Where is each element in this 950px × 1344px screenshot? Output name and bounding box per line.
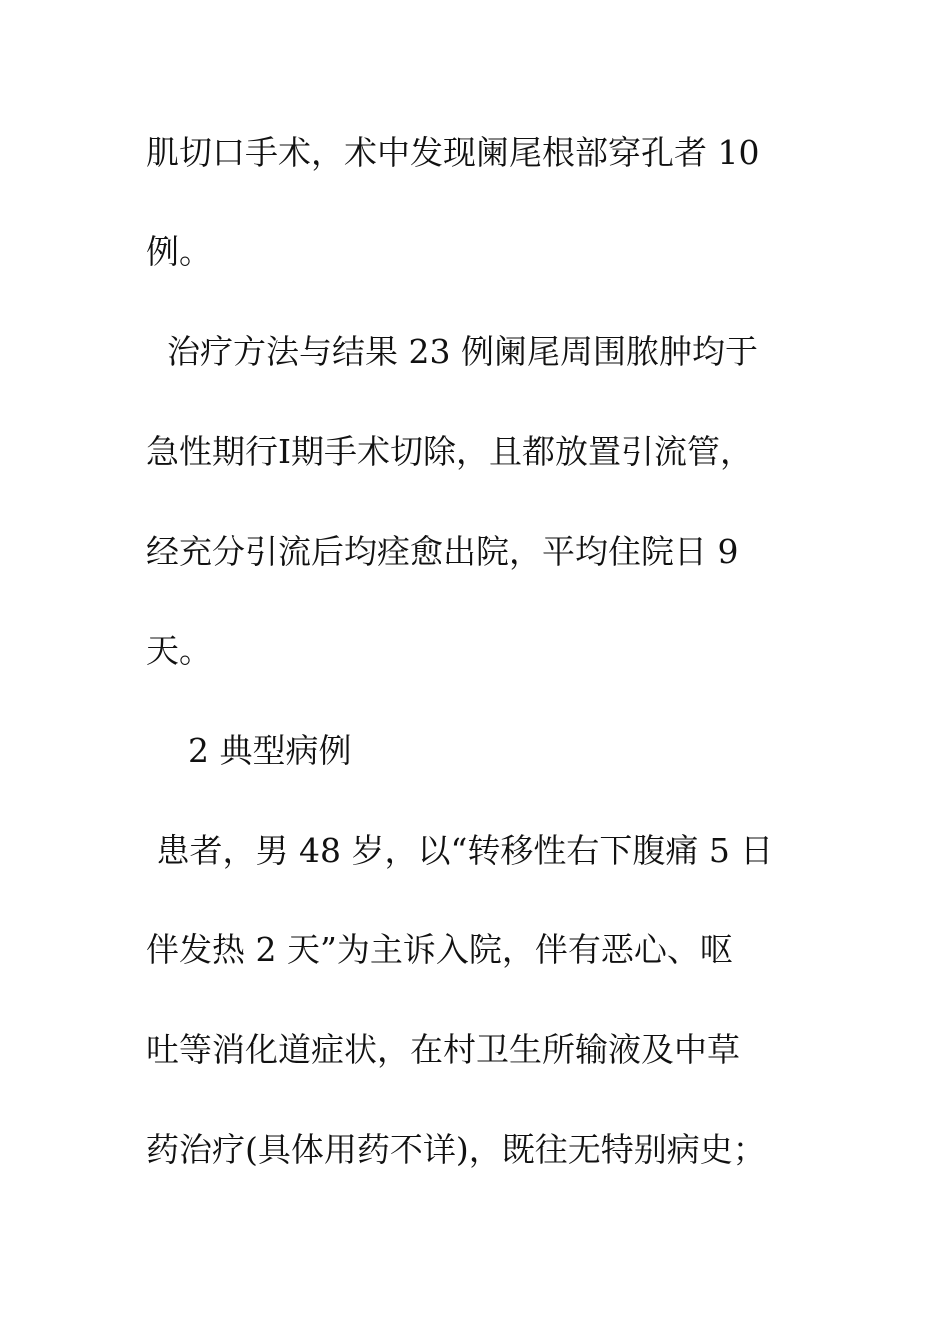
text-line: 伴发热 2 天”为主诉入院，伴有恶心、呕	[146, 930, 733, 969]
text-line: 肌切口手术，术中发现阑尾根部穿孔者 10	[146, 133, 760, 172]
text-line: 例。	[146, 232, 212, 271]
section-heading: 2 典型病例	[146, 731, 352, 770]
text-line: 药治疗(具体用药不详)，既往无特别病史；	[146, 1130, 766, 1169]
text-line: 治疗方法与结果 23 例阑尾周围脓肿均于	[146, 332, 758, 371]
text-line: 经充分引流后均痊愈出院，平均住院日 9	[146, 532, 739, 571]
text-line: 吐等消化道症状，在村卫生所输液及中草	[146, 1030, 740, 1069]
text-line: 天。	[146, 631, 212, 670]
text-line: 患者，男 48 岁，以“转移性右下腹痛 5 日	[146, 831, 774, 870]
text-line: 急性期行Ⅰ期手术切除，且都放置引流管，	[146, 432, 754, 471]
